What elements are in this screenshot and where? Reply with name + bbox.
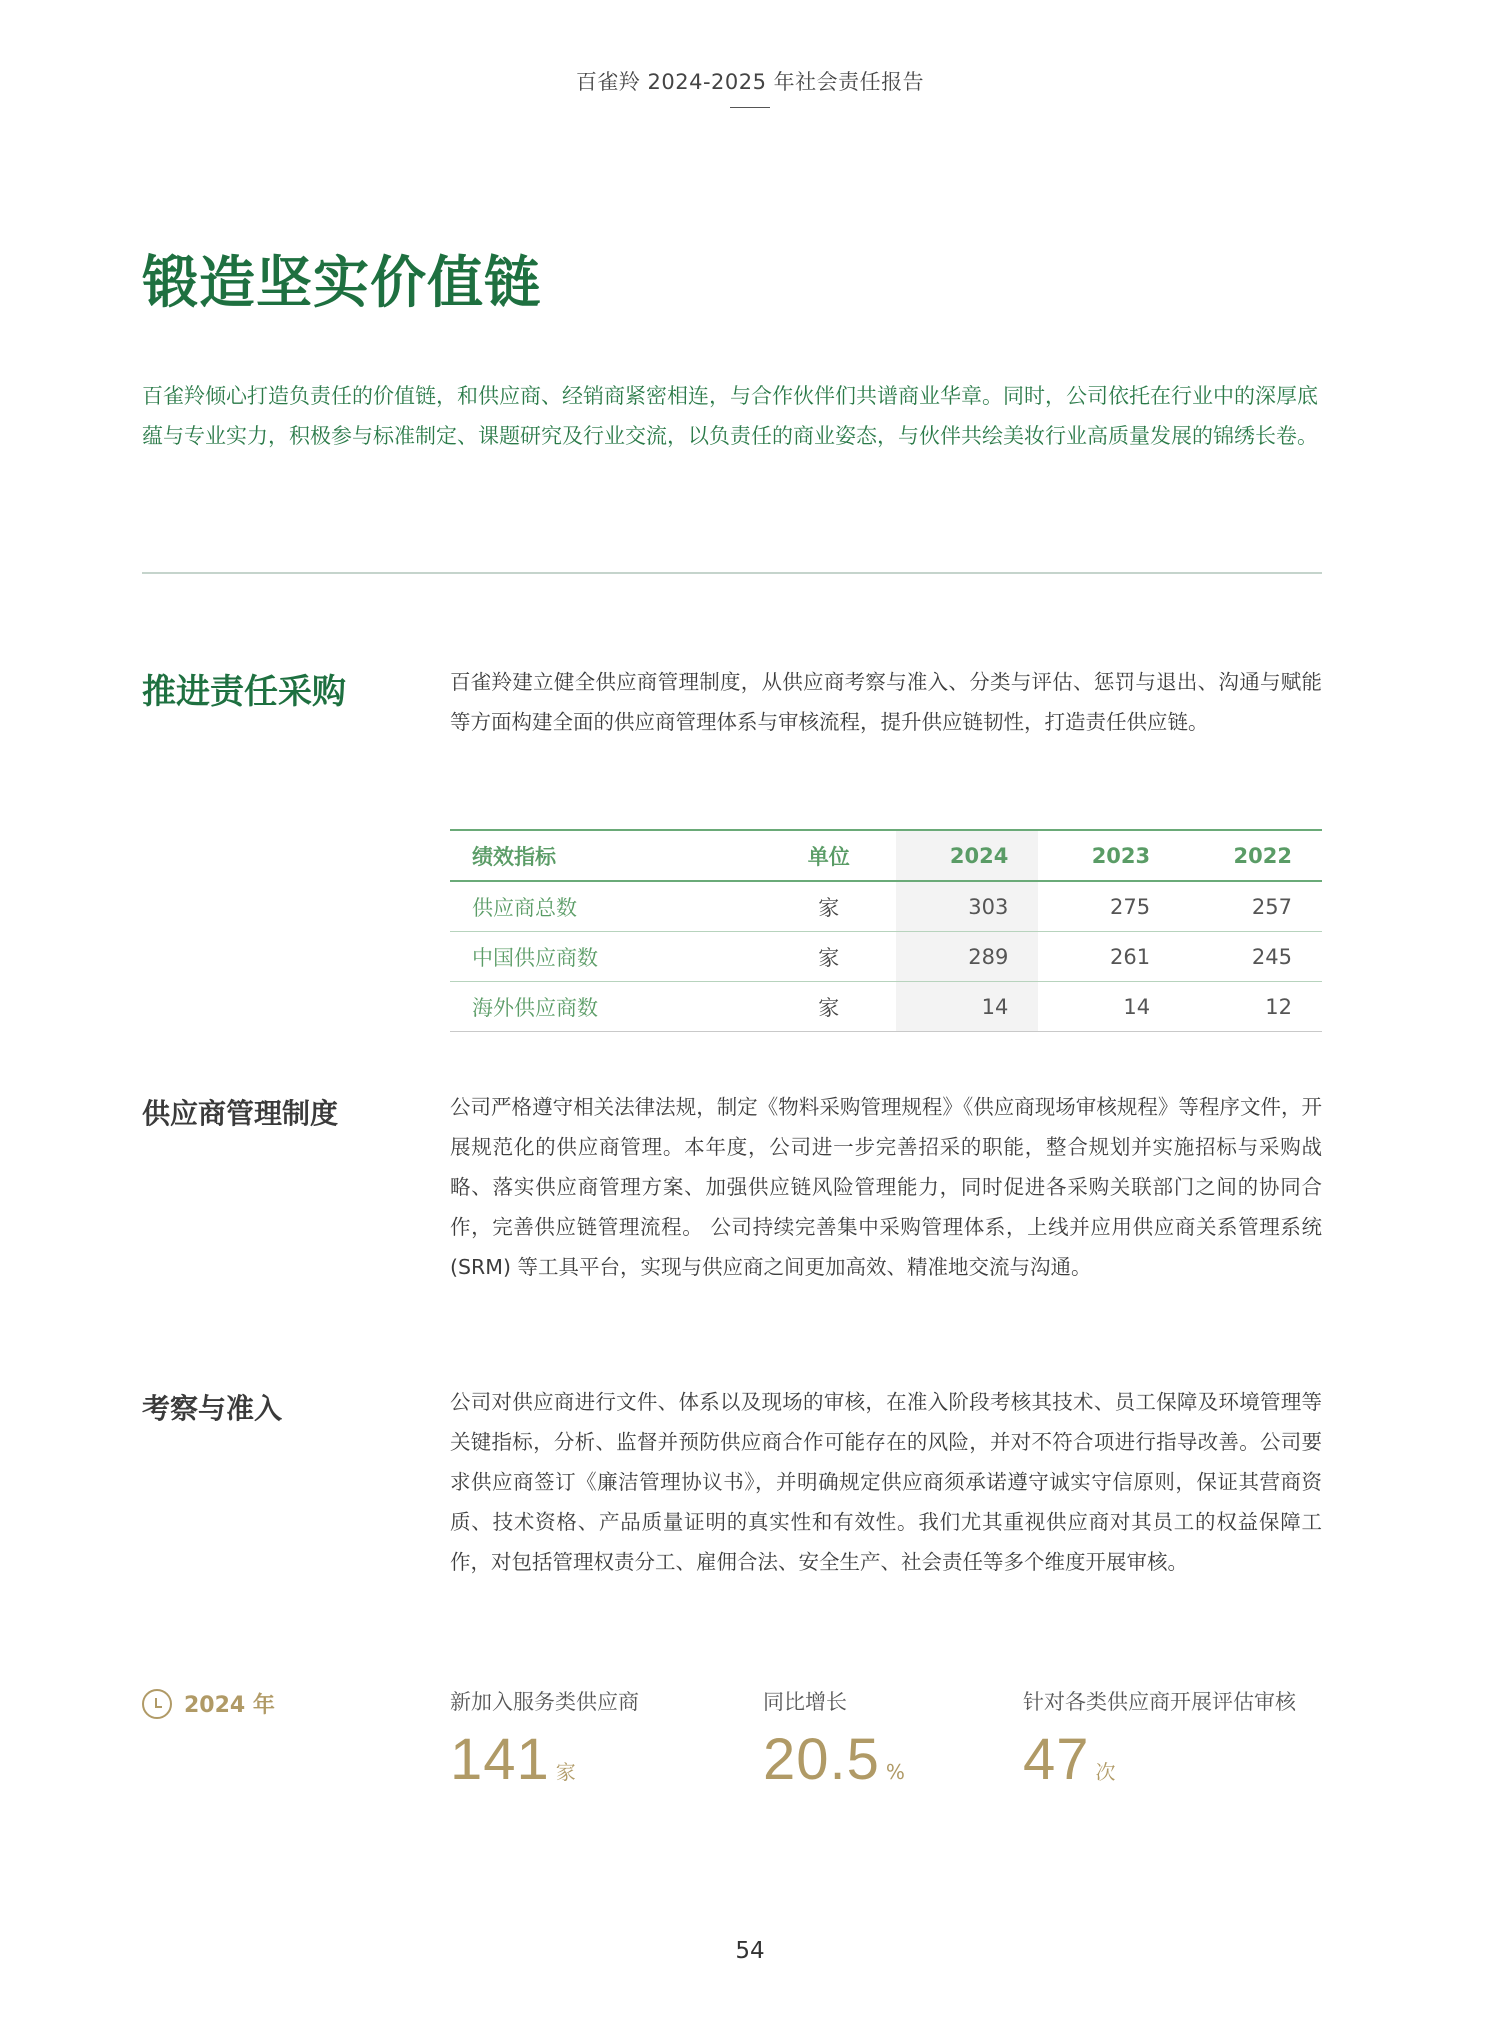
stat-label: 同比增长 (763, 1690, 847, 1714)
section-body-responsible-procurement: 百雀羚建立健全供应商管理制度，从供应商考察与准入、分类与评估、惩罚与退出、沟通与赋能等方面构建全面的供应商管理体系与审核流程，提升供应链韧性，打造责任供应链。 (450, 670, 1322, 734)
supplier-kpi-table (450, 829, 1322, 1032)
row-unit: 家 (818, 995, 840, 1020)
row-value-2024: 14 (896, 982, 1038, 1032)
header-2022: 2022 (1233, 843, 1292, 868)
year-label: 2024 年 (184, 1693, 275, 1718)
stat-unit: % (885, 1760, 905, 1784)
stat-number: 47 (1023, 1727, 1090, 1792)
header-2024: 2024 (896, 830, 1038, 881)
highlight-year (142, 1688, 275, 1719)
header-indicator: 绩效指标 (472, 844, 556, 869)
row-name: 中国供应商数 (472, 945, 598, 970)
stat-unit: 家 (555, 1760, 576, 1784)
section-title-responsible-procurement: 推进责任采购 (142, 672, 346, 712)
row-value-2024: 289 (896, 932, 1038, 982)
row-value-2022: 12 (1265, 994, 1292, 1019)
row-name: 海外供应商数 (472, 995, 598, 1020)
table-row (450, 982, 1322, 1032)
stat-number: 20.5 (763, 1727, 880, 1792)
row-value-2024: 303 (896, 881, 1038, 932)
stat-label: 针对各类供应商开展评估审核 (1023, 1690, 1296, 1714)
row-value-2023: 261 (1110, 944, 1151, 969)
report-header-title: 百雀羚 2024-2025 年社会责任报告 (575, 70, 925, 94)
table-row (450, 932, 1322, 982)
header-unit: 单位 (807, 844, 850, 869)
row-unit: 家 (818, 895, 840, 920)
row-value-2023: 14 (1123, 994, 1151, 1019)
row-name: 供应商总数 (472, 895, 577, 920)
row-value-2022: 245 (1251, 944, 1292, 969)
section-title-supplier-management: 供应商管理制度 (142, 1097, 339, 1130)
header-2023: 2023 (1091, 843, 1151, 868)
section-divider (142, 572, 1322, 574)
stat-label: 新加入服务类供应商 (450, 1690, 639, 1714)
page-number: 54 (735, 1938, 765, 1964)
row-value-2023: 275 (1110, 894, 1151, 919)
section-body-supplier-management: 公司严格遵守相关法律法规，制定《物料采购管理规程》《供应商现场审核规程》等程序文件，开展规范化的供应商管理。本年度，公司进一步完善招采的职能，整合规划并实施招标与采购战略、落实供应商管理方案、加强供应链风险管理能力，同时促进各采购关联部门之间的协同合作，完善供应链管理流程。 公司持续完善集中采购管理体系，上线并应用供应商关系管理系统 (SRM) 等工具平台，实现与供应商之间更加高效、精准地交流与沟通。 (450, 1095, 1322, 1279)
stat-yoy-growth (763, 1686, 905, 1793)
section-title-inspection-admission: 考察与准入 (142, 1392, 283, 1425)
stat-unit: 次 (1095, 1760, 1116, 1784)
row-unit: 家 (818, 945, 840, 970)
stat-new-service-suppliers (450, 1686, 639, 1793)
stat-supplier-audits (1023, 1686, 1296, 1793)
row-value-2022: 257 (1251, 894, 1292, 919)
stat-value (1023, 1726, 1296, 1793)
stat-number: 141 (450, 1727, 550, 1792)
table-header-row (450, 830, 1322, 881)
clock-icon (142, 1689, 172, 1719)
section-body-inspection-admission: 公司对供应商进行文件、体系以及现场的审核，在准入阶段考核其技术、员工保障及环境管理等关键指标，分析、监督并预防供应商合作可能存在的风险，并对不符合项进行指导改善。公司要求供应商签订《廉洁管理协议书》，并明确规定供应商须承诺遵守诚实守信原则，保证其营商资质、技术资格、产品质量证明的真实性和有效性。我们尤其重视供应商对其员工的权益保障工作，对包括管理权责分工、雇佣合法、安全生产、社会责任等多个维度开展审核。 (450, 1390, 1322, 1574)
stat-value (763, 1726, 905, 1793)
table-row (450, 881, 1322, 932)
stat-value (450, 1726, 639, 1793)
intro-paragraph: 百雀羚倾心打造负责任的价值链，和供应商、经销商紧密相连，与合作伙伴们共谱商业华章。同时，公司依托在行业中的深厚底蕴与专业实力，积极参与标准制定、课题研究及行业交流，以负责任的商业姿态，与伙伴共绘美妆行业高质量发展的锦绣长卷。 (142, 384, 1318, 448)
header-rule (730, 107, 770, 108)
page-title: 锻造坚实价值链 (142, 251, 541, 316)
